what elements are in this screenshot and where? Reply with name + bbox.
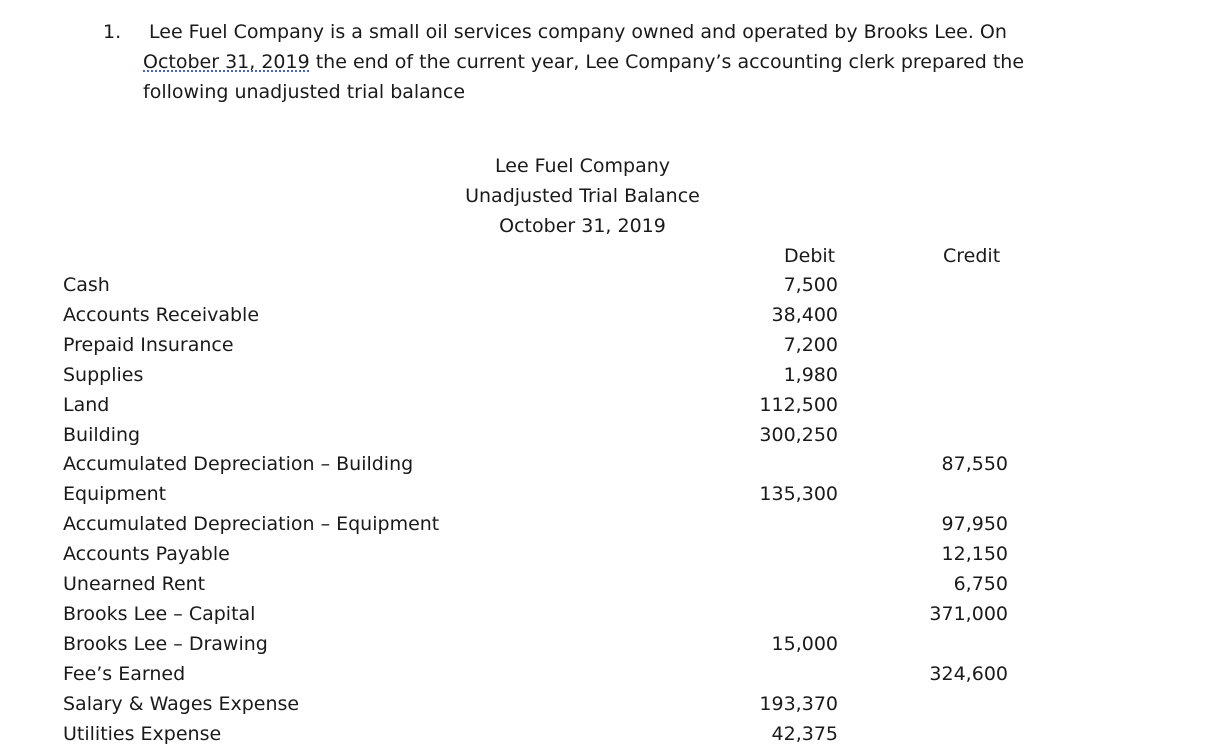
statement-date: October 31, 2019	[499, 215, 666, 237]
table-row	[0, 569, 1210, 599]
table-row	[0, 360, 1210, 390]
credit-amount: 6,750	[953, 573, 1008, 595]
problem-date: October 31, 2019	[143, 51, 310, 73]
problem-line-1: Lee Fuel Company is a small oil services company owned and operated by Brooks Lee. On	[149, 21, 1007, 43]
account-name: Fee’s Earned	[63, 662, 186, 685]
account-name: Brooks Lee – Capital	[63, 602, 256, 625]
account-name: Cash	[63, 274, 110, 296]
debit-amount: 112,500	[759, 393, 838, 416]
table-row	[0, 599, 1210, 629]
account-name: Accounts Payable	[63, 543, 230, 566]
debit-amount: 135,300	[759, 483, 838, 506]
account-name: Supplies	[63, 363, 144, 386]
table-row	[0, 420, 1210, 450]
debit-amount: 193,370	[759, 692, 838, 715]
debit-amount: 38,400	[771, 303, 838, 326]
table-row	[0, 300, 1210, 330]
table-row	[0, 479, 1210, 509]
table-row	[0, 539, 1210, 569]
debit-column-header: Debit	[784, 245, 836, 267]
table-row	[0, 270, 1210, 300]
problem-line-3: following unadjusted trial balance	[143, 81, 466, 103]
account-name: Prepaid Insurance	[63, 333, 234, 356]
debit-amount: 7,500	[783, 274, 838, 296]
debit-amount: 7,200	[783, 333, 838, 356]
debit-amount: 300,250	[759, 423, 838, 446]
account-name: Equipment	[63, 483, 167, 506]
account-name: Land	[63, 393, 110, 416]
table-row	[0, 509, 1210, 539]
debit-amount: 15,000	[771, 632, 838, 655]
table-row	[0, 719, 1210, 749]
table-row	[0, 390, 1210, 420]
debit-amount: 42,375	[771, 722, 838, 745]
problem-number: 1.	[103, 21, 122, 43]
company-name: Lee Fuel Company	[495, 155, 670, 177]
credit-column-header: Credit	[943, 245, 1001, 267]
table-row	[0, 689, 1210, 719]
account-name: Utilities Expense	[63, 722, 222, 745]
credit-amount: 324,600	[929, 662, 1008, 685]
debit-amount: 1,980	[783, 363, 838, 386]
account-name: Unearned Rent	[63, 573, 206, 595]
problem-line-2	[143, 51, 1024, 73]
credit-amount: 371,000	[929, 602, 1008, 625]
statement-title: Unadjusted Trial Balance	[465, 185, 700, 207]
account-name: Accumulated Depreciation – Equipment	[63, 513, 440, 536]
account-name: Building	[63, 423, 141, 446]
table-row	[0, 629, 1210, 659]
credit-amount: 87,550	[941, 453, 1008, 476]
account-name: Accumulated Depreciation – Building	[63, 453, 414, 476]
table-row	[0, 659, 1210, 689]
problem-statement	[143, 17, 1173, 107]
account-name: Salary & Wages Expense	[63, 692, 300, 715]
credit-amount: 12,150	[941, 543, 1008, 566]
credit-amount: 97,950	[941, 513, 1008, 536]
table-row	[0, 449, 1210, 479]
table-row	[0, 330, 1210, 360]
account-name: Brooks Lee – Drawing	[63, 632, 268, 655]
account-name: Accounts Receivable	[63, 303, 260, 326]
problem-line-2-rest: the end of the current year, Lee Company’s accounting clerk prepared the	[309, 51, 1025, 73]
